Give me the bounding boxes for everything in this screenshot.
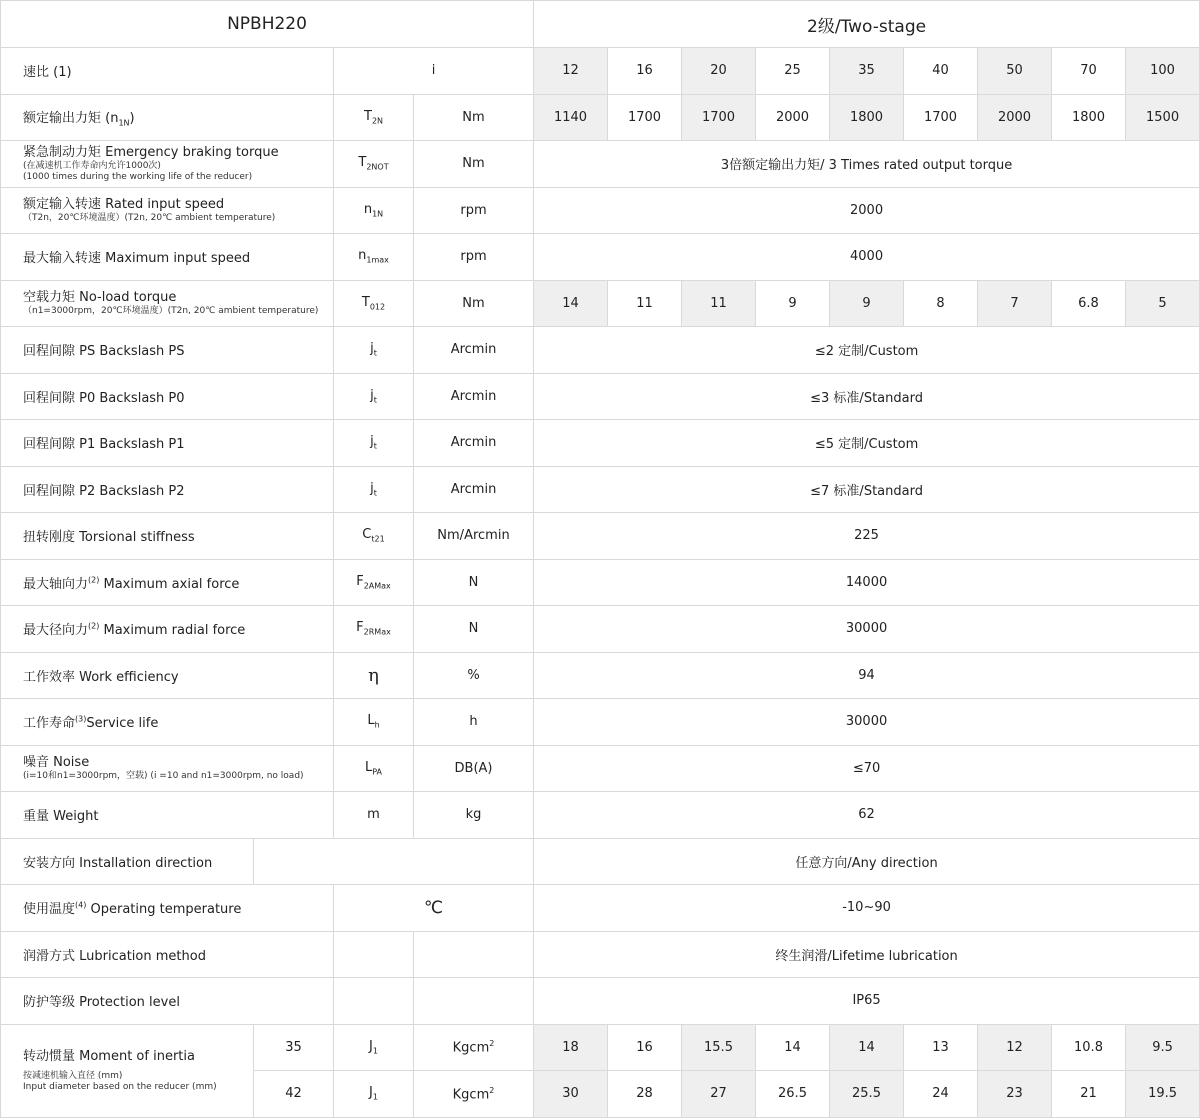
protection-value: IP65 [534,978,1200,1025]
emergency-torque-row [1,141,1200,188]
protection-empty [414,978,534,1025]
backlash-p2-unit: Arcmin [414,466,534,513]
backlash-p0-value: ≤3 标准/Standard [534,373,1200,420]
backlash-p0-label: 回程间隙 P0 Backslash P0 [1,373,334,420]
backlash-p1-unit: Arcmin [414,420,534,467]
noise-value: ≤70 [534,745,1200,792]
rated-torque-symbol: $T_{2N}$ [334,94,414,141]
inertia-unit: Kgcm$^2$ [414,1024,534,1071]
service-life-label: 工作寿命$^{(3)}$Service life [1,699,334,746]
ratio-value: 25 [756,48,830,95]
noise-unit: DB(A) [414,745,534,792]
inertia-value: 15.5 [682,1024,756,1071]
radial-force-unit: N [414,606,534,653]
ratio-symbol: i [334,48,534,95]
stiffness-row [1,513,1200,560]
rated-torque-label: 额定输出力矩 $(n_{1N})$ [1,94,334,141]
noload-torque-value: 11 [608,280,682,327]
inertia-diameter: 35 [254,1024,334,1071]
backlash-p2-symbol: $j_t$ [334,466,414,513]
emergency-torque-unit: Nm [414,141,534,188]
noload-torque-row [1,280,1200,327]
ratio-row [1,48,1200,95]
inertia-value: 14 [830,1024,904,1071]
noise-row [1,745,1200,792]
inertia-value: 25.5 [830,1071,904,1118]
rated-torque-value: 1140 [534,94,608,141]
lubrication-empty [334,931,414,978]
efficiency-value: 94 [534,652,1200,699]
radial-force-label: 最大径向力$^{(2)}$ Maximum radial force [1,606,334,653]
noload-torque-value: 9 [756,280,830,327]
axial-force-unit: N [414,559,534,606]
inertia-value: 23 [978,1071,1052,1118]
rated-torque-value: 2000 [756,94,830,141]
ratio-label: 速比 (1) [1,48,334,95]
max-input-row [1,234,1200,281]
noload-torque-value: 9 [830,280,904,327]
backlash-ps-value: ≤2 定制/Custom [534,327,1200,374]
protection-empty [334,978,414,1025]
backlash-ps-label: 回程间隙 PS Backslash PS [1,327,334,374]
ratio-value: 35 [830,48,904,95]
radial-force-value: 30000 [534,606,1200,653]
efficiency-unit: % [414,652,534,699]
rated-torque-value: 1700 [608,94,682,141]
service-life-symbol: $L_h$ [334,699,414,746]
installation-value: 任意方向/Any direction [534,838,1200,885]
stiffness-label: 扭转刚度 Torsional stiffness [1,513,334,560]
service-life-value: 30000 [534,699,1200,746]
efficiency-row [1,652,1200,699]
ratio-value: 100 [1126,48,1200,95]
rated-torque-value: 2000 [978,94,1052,141]
noload-torque-value: 6.8 [1052,280,1126,327]
weight-row [1,792,1200,839]
max-input-symbol: $n_{1max}$ [334,234,414,281]
radial-force-row [1,606,1200,653]
service-life-row [1,699,1200,746]
stage-label: 2级/Two-stage [534,1,1200,48]
stiffness-unit: Nm/Arcmin [414,513,534,560]
inertia-value: 27 [682,1071,756,1118]
rated-torque-row [1,94,1200,141]
rated-input-unit: rpm [414,187,534,234]
inertia-value: 14 [756,1024,830,1071]
ratio-value: 70 [1052,48,1126,95]
backlash-p0-row [1,373,1200,420]
backlash-p1-symbol: $j_t$ [334,420,414,467]
axial-force-row [1,559,1200,606]
inertia-symbol: $J_1$ [334,1024,414,1071]
rated-torque-unit: Nm [414,94,534,141]
inertia-value: 21 [1052,1071,1126,1118]
inertia-value: 30 [534,1071,608,1118]
ratio-value: 20 [682,48,756,95]
backlash-p1-label: 回程间隙 P1 Backslash P1 [1,420,334,467]
inertia-value: 9.5 [1126,1024,1200,1071]
installation-row [1,838,1200,885]
rated-input-value: 2000 [534,187,1200,234]
noise-label: 噪音 Noise (i=10和n1=3000rpm，空载) (i =10 and n1=3000rpm, no load) [1,745,334,792]
inertia-value: 26.5 [756,1071,830,1118]
rated-torque-value: 1500 [1126,94,1200,141]
emergency-torque-label: 紧急制动力矩 Emergency braking torque (在减速机工作寿命内允许1000次) (1000 times during the working life of the reducer) [1,141,334,188]
service-life-unit: h [414,699,534,746]
noload-torque-label: 空载力矩 No-load torque （n1=3000rpm，20℃环境温度）(T2n, 20℃ ambient temperature) [1,280,334,327]
lubrication-empty [414,931,534,978]
backlash-p0-unit: Arcmin [414,373,534,420]
rated-input-label: 额定输入转速 Rated input speed （T2n，20℃环境温度）(T2n, 20℃ ambient temperature) [1,187,334,234]
max-input-unit: rpm [414,234,534,281]
rated-torque-value: 1800 [1052,94,1126,141]
ratio-value: 50 [978,48,1052,95]
inertia-value: 16 [608,1024,682,1071]
noload-torque-value: 14 [534,280,608,327]
inertia-value: 12 [978,1024,1052,1071]
inertia-value: 19.5 [1126,1071,1200,1118]
backlash-p1-row [1,420,1200,467]
backlash-p0-symbol: $j_t$ [334,373,414,420]
noload-torque-value: 7 [978,280,1052,327]
axial-force-symbol: $F_{2AMax}$ [334,559,414,606]
axial-force-value: 14000 [534,559,1200,606]
backlash-ps-symbol: $j_t$ [334,327,414,374]
header-row [1,1,1200,48]
protection-label: 防护等级 Protection level [1,978,254,1025]
backlash-ps-row [1,327,1200,374]
rated-torque-value: 1700 [682,94,756,141]
lubrication-label: 润滑方式 Lubrication method [1,931,254,978]
weight-value: 62 [534,792,1200,839]
noload-torque-value: 11 [682,280,756,327]
stiffness-symbol: $C_{t21}$ [334,513,414,560]
emergency-torque-symbol: $T_{2NOT}$ [334,141,414,188]
noload-torque-value: 5 [1126,280,1200,327]
ratio-value: 12 [534,48,608,95]
efficiency-symbol: η [334,652,414,699]
weight-symbol: m [334,792,414,839]
noload-torque-unit: Nm [414,280,534,327]
emergency-torque-value: 3倍额定输出力矩/ 3 Times rated output torque [534,141,1200,188]
ratio-value: 40 [904,48,978,95]
rated-input-row [1,187,1200,234]
noload-torque-symbol: $T_{012}$ [334,280,414,327]
temperature-value: -10~90 [534,885,1200,932]
inertia-diameter: 42 [254,1071,334,1118]
stiffness-value: 225 [534,513,1200,560]
inertia-symbol: $J_1$ [334,1071,414,1118]
installation-label: 安装方向 Installation direction [1,838,254,885]
lubrication-value: 终生润滑/Lifetime lubrication [534,931,1200,978]
temperature-unit: ℃ [334,885,534,932]
inertia-label: 转动惯量 Moment of inertia 按减速机输入直径 (mm) Input diameter based on the reducer (mm) [1,1024,254,1117]
efficiency-label: 工作效率 Work efficiency [1,652,334,699]
protection-row [1,978,1200,1025]
installation-empty [254,838,534,885]
ratio-value: 16 [608,48,682,95]
noload-torque-value: 8 [904,280,978,327]
rated-torque-value: 1700 [904,94,978,141]
inertia-value: 28 [608,1071,682,1118]
backlash-p1-value: ≤5 定制/Custom [534,420,1200,467]
rated-input-symbol: $n_{1N}$ [334,187,414,234]
backlash-p2-row [1,466,1200,513]
temperature-row [1,885,1200,932]
temperature-label: 使用温度$^{(4)}$ Operating temperature [1,885,254,932]
radial-force-symbol: $F_{2RMax}$ [334,606,414,653]
backlash-ps-unit: Arcmin [414,327,534,374]
axial-force-label: 最大轴向力$^{(2)}$ Maximum axial force [1,559,334,606]
model-name: NPBH220 [1,1,534,48]
inertia-value: 18 [534,1024,608,1071]
weight-unit: kg [414,792,534,839]
inertia-unit: Kgcm$^2$ [414,1071,534,1118]
max-input-label: 最大输入转速 Maximum input speed [1,234,334,281]
inertia-value: 10.8 [1052,1024,1126,1071]
inertia-value: 24 [904,1071,978,1118]
backlash-p2-value: ≤7 标准/Standard [534,466,1200,513]
weight-label: 重量 Weight [1,792,334,839]
inertia-value: 13 [904,1024,978,1071]
lubrication-row [1,931,1200,978]
max-input-value: 4000 [534,234,1200,281]
inertia-row [1,1024,1200,1071]
rated-torque-value: 1800 [830,94,904,141]
noise-symbol: $L_{PA}$ [334,745,414,792]
backlash-p2-label: 回程间隙 P2 Backslash P2 [1,466,334,513]
